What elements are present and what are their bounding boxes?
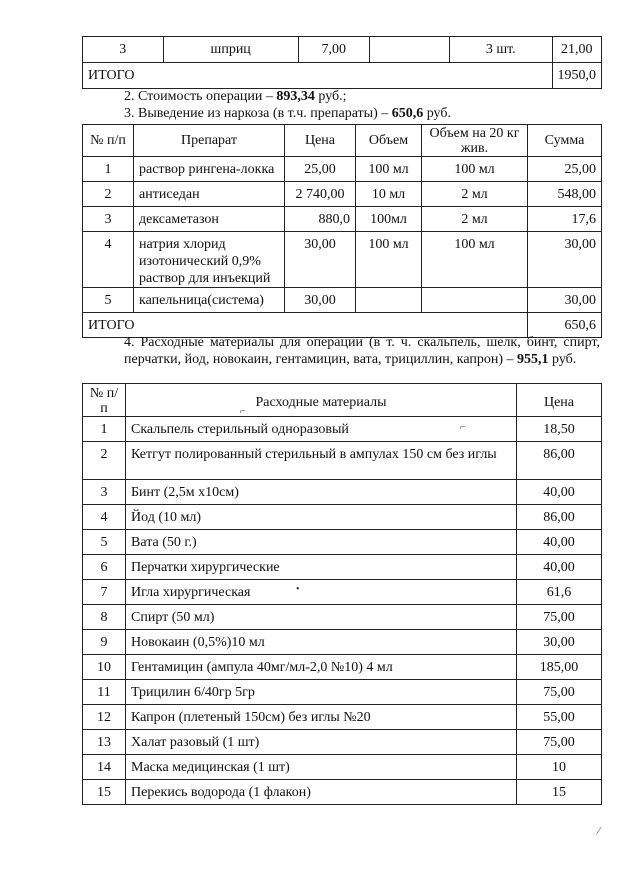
- item-4: [124, 334, 600, 368]
- cell-price: 40,00: [517, 555, 602, 580]
- cell-volume-20kg: 100 мл: [422, 232, 528, 288]
- table-row: [83, 232, 602, 288]
- cell-price: 880,0: [285, 207, 356, 232]
- cell-price: 86,00: [517, 442, 602, 480]
- cell-num: 2: [83, 182, 134, 207]
- cell-name: шприц: [163, 37, 298, 63]
- item-2: [124, 89, 347, 105]
- cell-material: Капрон (плетеный 150см) без иглы №20: [126, 705, 517, 730]
- cell-num: 15: [83, 780, 126, 805]
- cell-num: 3: [83, 480, 126, 505]
- item-4-suffix: руб.: [548, 352, 577, 367]
- header-volume: Объем: [356, 125, 422, 157]
- cell-price: 75,00: [517, 605, 602, 630]
- cell-num: 9: [83, 630, 126, 655]
- cell-price: 30,00: [517, 630, 602, 655]
- cell-price: 55,00: [517, 705, 602, 730]
- cell-volume: 10 мл: [356, 182, 422, 207]
- table-header: [83, 384, 602, 417]
- header-volume-20kg: Объем на 20 кг жив.: [422, 125, 528, 157]
- table-row: [83, 37, 602, 63]
- cell-material: Кетгут полированный стерильный в ампулах 150 см без иглы: [126, 442, 517, 480]
- cell-price: 75,00: [517, 730, 602, 755]
- item-2-text: 2. Стоимость операции –: [124, 89, 277, 104]
- cell-num: 12: [83, 705, 126, 730]
- cell-num: 10: [83, 655, 126, 680]
- cell-drug: капельница(система): [134, 288, 285, 313]
- cell-drug: раствор рингена-локка: [134, 157, 285, 182]
- cell-num: 3: [83, 207, 134, 232]
- total-value: 1950,0: [552, 63, 602, 89]
- table-row: [83, 555, 602, 580]
- item-3-text: 3. Выведение из наркоза (в т.ч. препараты) –: [124, 106, 392, 121]
- cell-volume: [369, 37, 449, 63]
- cell-price: 2 740,00: [285, 182, 356, 207]
- cell-num: 5: [83, 288, 134, 313]
- materials-table: [82, 383, 602, 805]
- cell-sum: 21,00: [552, 37, 602, 63]
- table-row: [83, 630, 602, 655]
- cell-num: 2: [83, 442, 126, 480]
- header-num: № п/п: [83, 384, 126, 417]
- cell-price: 25,00: [285, 157, 356, 182]
- cell-price: 30,00: [285, 232, 356, 288]
- item-3-suffix: руб.: [423, 106, 451, 121]
- header-materials: Расходные материалы: [126, 384, 517, 417]
- total-label: ИТОГО: [83, 313, 528, 338]
- cell-num: 13: [83, 730, 126, 755]
- cell-price: 15: [517, 780, 602, 805]
- cell-material: Трицилин 6/40гр 5гр: [126, 680, 517, 705]
- item-4-value: 955,1: [517, 352, 549, 367]
- table-row: [83, 288, 602, 313]
- cell-drug: антиседан: [134, 182, 285, 207]
- table-row: [83, 442, 602, 480]
- cell-material: Гентамицин (ампула 40мг/мл-2,0 №10) 4 мл: [126, 655, 517, 680]
- cell-price: 10: [517, 755, 602, 780]
- header-num: № п/п: [83, 125, 134, 157]
- cell-price: 18,50: [517, 417, 602, 442]
- cell-volume: 100 мл: [356, 157, 422, 182]
- cell-material: Новокаин (0,5%)10 мл: [126, 630, 517, 655]
- cell-num: 4: [83, 232, 134, 288]
- table-row: [83, 730, 602, 755]
- cell-volume: [356, 288, 422, 313]
- cell-sum: 25,00: [528, 157, 602, 182]
- table-row: [83, 530, 602, 555]
- table-row: [83, 680, 602, 705]
- cell-material: Скальпель стерильный одноразовый: [126, 417, 517, 442]
- cell-num: 14: [83, 755, 126, 780]
- table-row: [83, 182, 602, 207]
- cell-price: 86,00: [517, 505, 602, 530]
- cell-num: 6: [83, 555, 126, 580]
- item-3: [124, 106, 451, 122]
- table-row: [83, 157, 602, 182]
- item-2-suffix: руб.;: [314, 89, 347, 104]
- table-row: [83, 480, 602, 505]
- cell-num: 1: [83, 157, 134, 182]
- cell-price: 185,00: [517, 655, 602, 680]
- table-row: [83, 655, 602, 680]
- cell-material: Перчатки хирургические: [126, 555, 517, 580]
- cell-num: 7: [83, 580, 126, 605]
- cell-num: 3: [83, 37, 164, 63]
- header-sum: Сумма: [528, 125, 602, 157]
- item-3-value: 650,6: [391, 106, 424, 121]
- cell-price: 7,00: [298, 37, 369, 63]
- stray-mark: •: [296, 584, 300, 595]
- cell-volume-20kg: [422, 288, 528, 313]
- cell-material: Бинт (2,5м х10см): [126, 480, 517, 505]
- cell-material: Маска медицинская (1 шт): [126, 755, 517, 780]
- item-2-value: 893,34: [276, 89, 315, 104]
- cell-sum: 17,6: [528, 207, 602, 232]
- cell-volume-20kg: 2 мл: [422, 182, 528, 207]
- cell-num: 5: [83, 530, 126, 555]
- cell-volume: 100мл: [356, 207, 422, 232]
- cell-volume-20kg: 2 мл: [422, 207, 528, 232]
- stray-mark: ⌐: [240, 406, 246, 417]
- cell-drug: дексаметазон: [134, 207, 285, 232]
- item-4-text: 4. Расходные материалы для операции (в т. ч. скальпель, шелк, бинт, спирт, перчатки, йод, новокаин, гентамицин, вата, трициллин, капрон) –: [124, 335, 600, 367]
- table-row: [83, 605, 602, 630]
- table-row: [83, 505, 602, 530]
- anesthesia-table: [82, 124, 602, 338]
- cell-material: Перекись водорода (1 флакон): [126, 780, 517, 805]
- cell-material: Игла хирургическая: [126, 580, 517, 605]
- cell-volume-20kg: 100 мл: [422, 157, 528, 182]
- cell-qty: 3 шт.: [450, 37, 552, 63]
- table-row: [83, 417, 602, 442]
- cell-drug: натрия хлорид изотонический 0,9% раствор для инъекций: [134, 232, 285, 288]
- cell-num: 1: [83, 417, 126, 442]
- cell-volume: 100 мл: [356, 232, 422, 288]
- total-value: 650,6: [528, 313, 602, 338]
- cell-num: 11: [83, 680, 126, 705]
- total-row: [83, 63, 602, 89]
- stray-mark: ⌐: [460, 422, 466, 433]
- table-row: [83, 580, 602, 605]
- cell-sum: 548,00: [528, 182, 602, 207]
- table-row: [83, 780, 602, 805]
- cell-sum: 30,00: [528, 232, 602, 288]
- cell-price: 40,00: [517, 480, 602, 505]
- cell-material: Йод (10 мл): [126, 505, 517, 530]
- cell-sum: 30,00: [528, 288, 602, 313]
- cell-price: 30,00: [285, 288, 356, 313]
- cell-material: Спирт (50 мл): [126, 605, 517, 630]
- cell-num: 4: [83, 505, 126, 530]
- cell-material: Халат разовый (1 шт): [126, 730, 517, 755]
- header-price: Цена: [517, 384, 602, 417]
- table-row: [83, 207, 602, 232]
- top-table: [82, 36, 602, 89]
- table-row: [83, 705, 602, 730]
- table-row: [83, 755, 602, 780]
- stray-mark: ⁄: [598, 826, 600, 837]
- table-header: [83, 125, 602, 157]
- cell-material: Вата (50 г.): [126, 530, 517, 555]
- cell-price: 61,6: [517, 580, 602, 605]
- cell-price: 75,00: [517, 680, 602, 705]
- header-price: Цена: [285, 125, 356, 157]
- total-label: ИТОГО: [83, 63, 553, 89]
- header-drug: Препарат: [134, 125, 285, 157]
- cell-price: 40,00: [517, 530, 602, 555]
- cell-num: 8: [83, 605, 126, 630]
